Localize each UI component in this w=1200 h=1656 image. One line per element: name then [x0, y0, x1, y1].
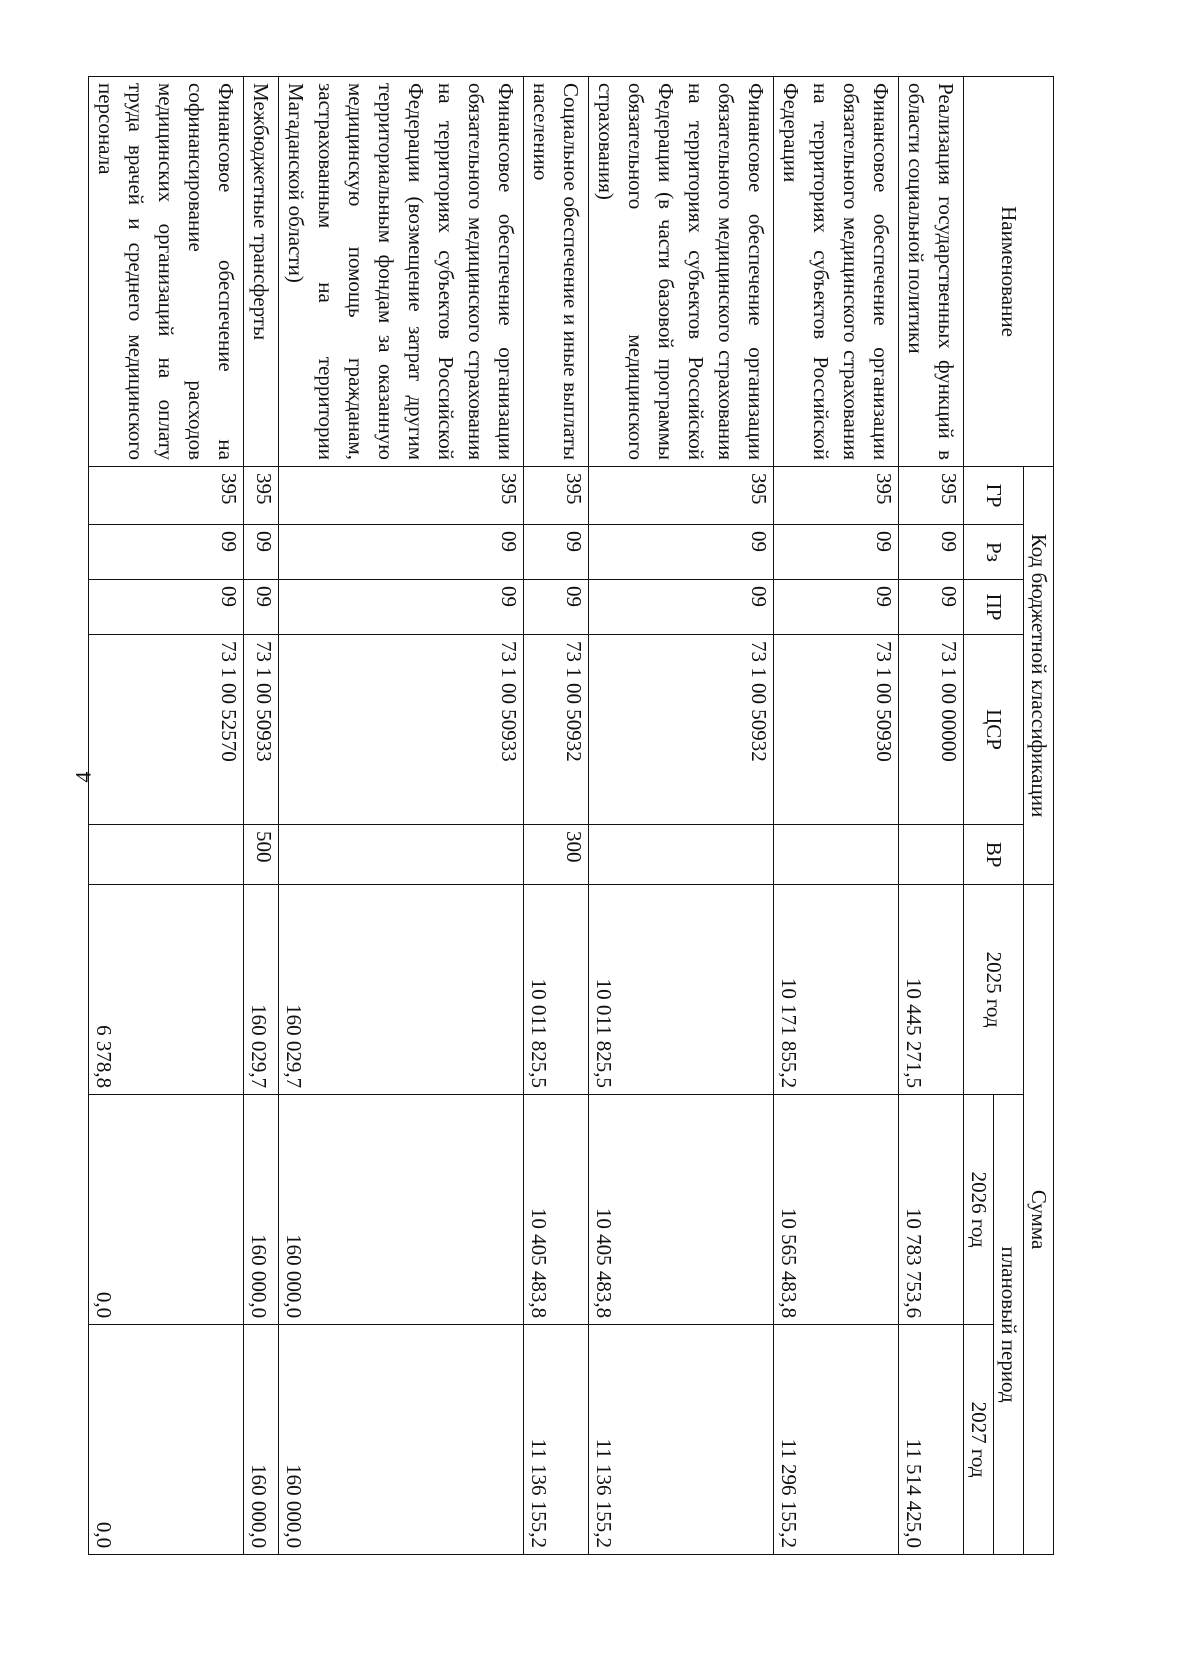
row-2025: 10 011 825,5 — [524, 885, 589, 1095]
row-vr — [899, 825, 964, 885]
table-row — [524, 77, 589, 1555]
row-csr: 73 1 00 00000 — [899, 635, 964, 825]
row-rz: 09 — [899, 525, 964, 580]
row-name: Финансовое обеспечение организации обязательного медицинского страхования на территориях субъектов Российской Федерации (возмещение затрат другим территориальным фондам за оказанную медицинскую помощь гражданам, застрахованным на территории Магаданской области) — [279, 77, 524, 467]
row-2025: 160 029,7 — [244, 885, 279, 1095]
row-pr: 09 — [524, 580, 589, 635]
row-gr: 395 — [524, 467, 589, 525]
page-number: 4 — [70, 771, 96, 783]
header-2026: 2026 год — [964, 1095, 994, 1325]
header-name: Наименование — [964, 77, 1054, 467]
table-row — [899, 77, 964, 1555]
row-2027: 160 000,0 — [279, 1325, 524, 1555]
row-2026: 10 405 483,8 — [589, 1095, 774, 1325]
header-2025: 2025 год — [964, 885, 1024, 1095]
row-gr: 395 — [899, 467, 964, 525]
row-2025: 10 171 855,2 — [774, 885, 899, 1095]
header-csr: ЦСР — [964, 635, 1024, 825]
row-pr: 09 — [244, 580, 279, 635]
row-vr: 500 — [244, 825, 279, 885]
row-2026: 10 405 483,8 — [524, 1095, 589, 1325]
row-2027: 11 136 155,2 — [524, 1325, 589, 1555]
header-vr: ВР — [964, 825, 1024, 885]
row-2026: 10 565 483,8 — [774, 1095, 899, 1325]
row-vr — [589, 825, 774, 885]
table-row — [774, 77, 899, 1555]
row-csr: 73 1 00 52570 — [89, 635, 244, 825]
rotated-table-wrapper — [92, 76, 1054, 1554]
row-2025: 10 445 271,5 — [899, 885, 964, 1095]
table-row — [589, 77, 774, 1555]
row-csr: 73 1 00 50930 — [774, 635, 899, 825]
row-2027: 11 514 425,0 — [899, 1325, 964, 1555]
row-csr: 73 1 00 50933 — [279, 635, 524, 825]
row-rz: 09 — [279, 525, 524, 580]
row-name: Межбюджетные трансферты — [244, 77, 279, 467]
row-csr: 73 1 00 50932 — [524, 635, 589, 825]
header-rz: Рз — [964, 525, 1024, 580]
row-csr: 73 1 00 50932 — [589, 635, 774, 825]
row-2025: 10 011 825,5 — [589, 885, 774, 1095]
table-row — [244, 77, 279, 1555]
header-plan-period: плановый период — [994, 1095, 1024, 1555]
row-2025: 160 029,7 — [279, 885, 524, 1095]
header-2027: 2027 год — [964, 1325, 994, 1555]
row-gr: 395 — [89, 467, 244, 525]
row-name: Реализация государственных функций в области социальной политики — [899, 77, 964, 467]
row-name: Финансовое обеспечение организации обязательного медицинского страхования на территориях субъектов Российской Федерации (в части базовой программы обязательного медицинского страхования) — [589, 77, 774, 467]
row-name: Финансовое обеспечение на софинансирование расходов медицинских организаций на оплату труда врачей и среднего медицинского персонала — [89, 77, 244, 467]
row-name: Социальное обеспечение и иные выплаты населению — [524, 77, 589, 467]
row-name: Финансовое обеспечение организации обязательного медицинского страхования на территориях субъектов Российской Федерации — [774, 77, 899, 467]
row-rz: 09 — [524, 525, 589, 580]
row-gr: 395 — [279, 467, 524, 525]
row-pr: 09 — [589, 580, 774, 635]
row-pr: 09 — [774, 580, 899, 635]
row-pr: 09 — [279, 580, 524, 635]
row-vr — [89, 825, 244, 885]
row-vr: 300 — [524, 825, 589, 885]
row-rz: 09 — [89, 525, 244, 580]
row-vr — [774, 825, 899, 885]
row-2025: 6 378,8 — [89, 885, 244, 1095]
budget-table — [88, 76, 1054, 1555]
row-2026: 10 783 753,6 — [899, 1095, 964, 1325]
row-gr: 395 — [774, 467, 899, 525]
row-rz: 09 — [244, 525, 279, 580]
table-row — [279, 77, 524, 1555]
header-pr: ПР — [964, 580, 1024, 635]
row-pr: 09 — [89, 580, 244, 635]
row-vr — [279, 825, 524, 885]
row-2027: 0,0 — [89, 1325, 244, 1555]
row-2026: 160 000,0 — [244, 1095, 279, 1325]
row-csr: 73 1 00 50933 — [244, 635, 279, 825]
table-row — [89, 77, 244, 1555]
row-rz: 09 — [774, 525, 899, 580]
row-gr: 395 — [589, 467, 774, 525]
table-body — [89, 77, 964, 1555]
row-gr: 395 — [244, 467, 279, 525]
row-2027: 11 296 155,2 — [774, 1325, 899, 1555]
row-pr: 09 — [899, 580, 964, 635]
header-gr: ГР — [964, 467, 1024, 525]
table-header — [964, 77, 1054, 1555]
row-2026: 160 000,0 — [279, 1095, 524, 1325]
row-2027: 11 136 155,2 — [589, 1325, 774, 1555]
header-sum-group: Сумма — [1024, 885, 1054, 1555]
row-2026: 0,0 — [89, 1095, 244, 1325]
row-rz: 09 — [589, 525, 774, 580]
header-code-group: Код бюджетной классификации — [1024, 467, 1054, 885]
row-2027: 160 000,0 — [244, 1325, 279, 1555]
